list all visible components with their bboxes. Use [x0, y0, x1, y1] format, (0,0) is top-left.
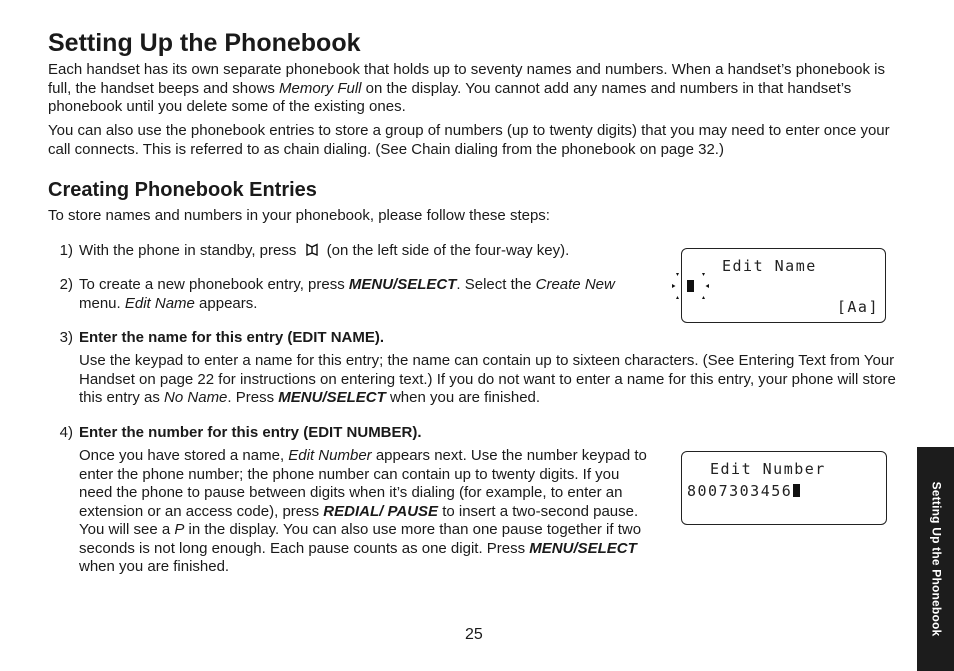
step-text: appears.	[194, 294, 258, 312]
lcd-edit-number-display	[681, 451, 887, 525]
page-title: Setting Up the Phonebook	[48, 29, 361, 57]
side-section-tab	[917, 447, 954, 671]
no-name-term: No Name	[164, 389, 228, 406]
step-text: . Press	[227, 389, 279, 406]
step-2-number: 2)	[59, 276, 73, 293]
memory-full-term: Memory Full	[279, 79, 362, 97]
step-3-number: 3)	[59, 329, 73, 346]
lcd-line-2	[687, 482, 800, 501]
edit-number-term: Edit Number	[288, 447, 372, 464]
menu-select-key: MENU/SELECT	[529, 539, 637, 557]
step-1-number: 1)	[59, 242, 73, 259]
step-text: when you are finished.	[79, 558, 230, 575]
create-new-term: Create New	[535, 276, 615, 293]
step-1-text	[79, 242, 639, 261]
lcd-number-value: 8007303456	[687, 482, 793, 500]
side-tab-label: Setting Up the Phonebook	[928, 481, 943, 637]
step-text: To create a new phonebook entry, press	[79, 276, 349, 293]
lcd-line-1: Edit Name	[722, 257, 817, 275]
lcd-line-1: Edit Number	[710, 460, 826, 478]
phonebook-key-icon	[305, 243, 319, 257]
step-4-text	[79, 447, 654, 577]
menu-select-key: MENU/SELECT	[278, 389, 386, 406]
step-3-text	[79, 352, 909, 408]
pause-p-term: P	[174, 521, 185, 538]
intro-paragraph-2: You can also use the phonebook entries to store a group of numbers (up to twenty digits) that you may need to enter once your call connects. This is referred to as chain dialing. (See Chain dialing from the phonebook on page 32.)	[48, 122, 890, 158]
lcd-line-2: [Aa]	[836, 298, 879, 316]
step-text: appears next. Use the number keypad to enter the phone number; the phone number can contain up to twenty digits. If you need the phone to pause between digits when it’s dialing (for example, to enter an extension or an access code), press	[79, 447, 647, 520]
page-number: 25	[465, 626, 483, 643]
step-text: when you are finished.	[385, 389, 541, 406]
cursor-block-icon	[793, 484, 800, 497]
step-text: . Select the	[456, 276, 536, 293]
intro-paragraph-1	[48, 61, 908, 117]
intro-text: on the display. You cannot add any names and numbers in that handset’s phonebook until you delete some of the existing ones.	[48, 79, 852, 115]
step-text: With the phone in standby, press	[79, 242, 301, 259]
steps-intro: To store names and numbers in your phonebook, please follow these steps:	[48, 207, 550, 224]
step-text: (on the left side of the four-way key).	[322, 242, 570, 259]
menu-select-key: MENU/SELECT	[348, 276, 457, 293]
blinking-cursor-icon	[670, 270, 712, 302]
section-heading: Creating Phonebook Entries	[48, 179, 317, 201]
step-3-heading: Enter the name for this entry (EDIT NAME).	[79, 329, 385, 346]
redial-pause-key: REDIAL/ PAUSE	[323, 502, 439, 520]
step-text: Use the keypad to enter a name for this entry; the name can contain up to sixteen characters. (See Entering Text from Your Handset on page 22 for instructions on entering text.) If you do not want to enter a name for this entry, your phone will store this entry as	[79, 352, 896, 406]
step-4-number: 4)	[59, 424, 73, 441]
step-text: Once you have stored a name,	[79, 447, 289, 464]
step-4-heading: Enter the number for this entry (EDIT NUMBER).	[79, 424, 422, 441]
step-2-text	[79, 276, 644, 313]
step-text: in the display. You can also use more than one pause together if two seconds is not long enough. Each pause counts as one digit. Press	[79, 521, 642, 557]
step-text: to insert a two-second pause. You will see a	[79, 502, 639, 538]
intro-text: Each handset has its own separate phonebook that holds up to seventy names and numbers. When a handset’s phonebook is full, the handset beeps and shows	[48, 61, 885, 97]
edit-name-term: Edit Name	[124, 294, 195, 312]
step-text: menu.	[79, 294, 125, 312]
